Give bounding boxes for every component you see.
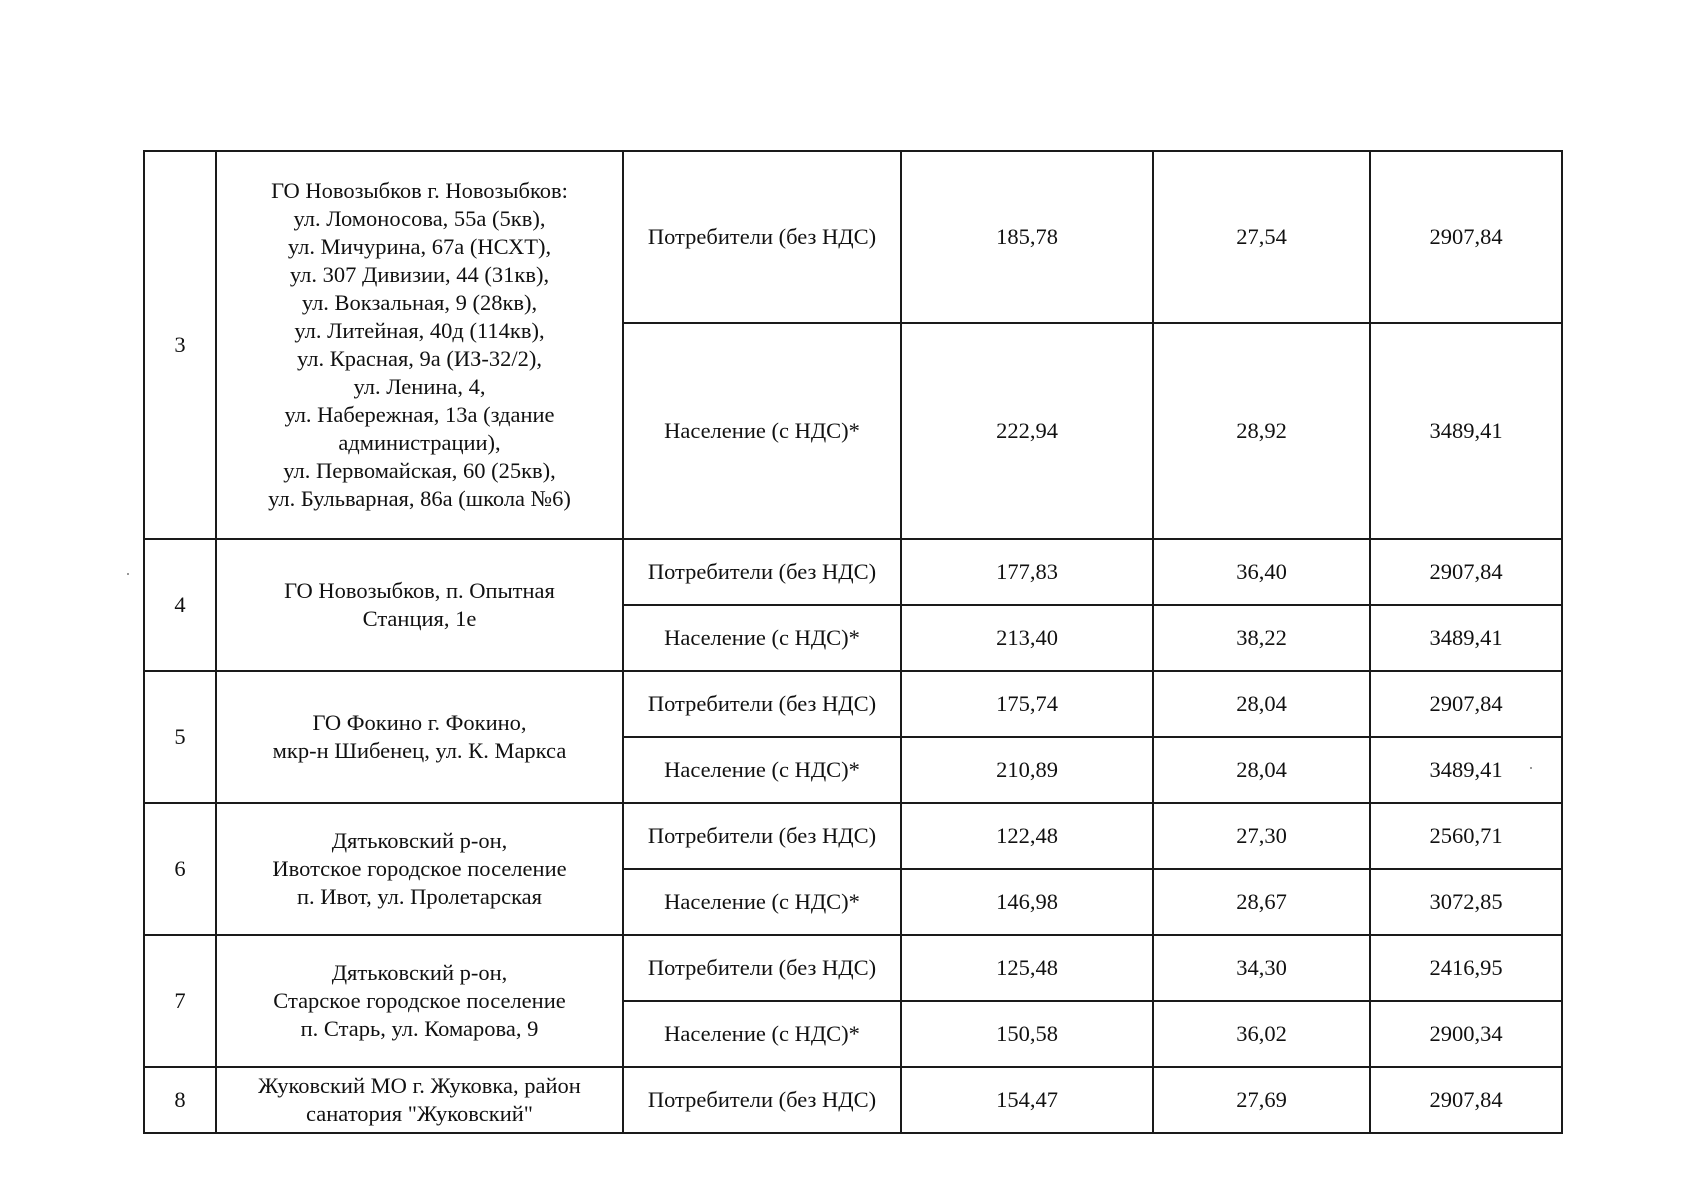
value-cell: 222,94	[901, 323, 1153, 539]
location-cell	[216, 935, 623, 1067]
location-cell	[216, 539, 623, 671]
value-cell: 177,83	[901, 539, 1153, 605]
location-cell	[216, 671, 623, 803]
value-cell: 2560,71	[1370, 803, 1562, 869]
value-cell: 213,40	[901, 605, 1153, 671]
location-line: п. Старь, ул. Комарова, 9	[300, 1016, 539, 1041]
value-cell: 3489,41	[1370, 323, 1562, 539]
location-line: ул. Красная, 9а (ИЗ-32/2),	[296, 346, 543, 371]
scan-speck	[1530, 767, 1532, 769]
scan-speck	[127, 573, 129, 575]
value-cell: 122,48	[901, 803, 1153, 869]
location-line: ГО Новозыбков г. Новозыбков:	[271, 178, 568, 203]
value-cell: 34,30	[1153, 935, 1370, 1001]
category-cell: Потребители (без НДС)	[623, 935, 901, 1001]
table-row	[144, 539, 1562, 605]
category-cell: Население (с НДС)*	[623, 605, 901, 671]
location-cell	[216, 803, 623, 935]
value-cell: 3489,41	[1370, 605, 1562, 671]
location-line: п. Ивот, ул. Пролетарская	[296, 884, 543, 909]
location-line: ул. Ленина, 4,	[353, 374, 486, 399]
row-number: 7	[144, 935, 216, 1067]
row-number: 5	[144, 671, 216, 803]
value-cell: 3072,85	[1370, 869, 1562, 935]
value-cell: 146,98	[901, 869, 1153, 935]
table-row	[144, 803, 1562, 869]
value-cell: 38,22	[1153, 605, 1370, 671]
value-cell: 36,02	[1153, 1001, 1370, 1067]
value-cell: 2907,84	[1370, 1067, 1562, 1133]
value-cell: 2907,84	[1370, 671, 1562, 737]
location-line: Жуковский МО г. Жуковка, район	[258, 1073, 581, 1098]
category-cell: Население (с НДС)*	[623, 323, 901, 539]
location-cell	[216, 1067, 623, 1133]
row-number: 3	[144, 151, 216, 539]
location-line: ул. 307 Дивизии, 44 (31кв),	[289, 262, 550, 287]
location-line: Дятьковский р-он,	[331, 828, 508, 853]
location-line: Станция, 1е	[362, 606, 477, 631]
category-cell: Население (с НДС)*	[623, 737, 901, 803]
value-cell: 2900,34	[1370, 1001, 1562, 1067]
location-line: ул. Первомайская, 60 (25кв),	[283, 458, 556, 483]
table-row	[144, 1067, 1562, 1133]
value-cell: 154,47	[901, 1067, 1153, 1133]
value-cell: 2907,84	[1370, 151, 1562, 323]
row-number: 4	[144, 539, 216, 671]
value-cell: 125,48	[901, 935, 1153, 1001]
value-cell: 28,67	[1153, 869, 1370, 935]
location-line: ул. Бульварная, 86а (школа №6)	[268, 486, 571, 511]
value-cell: 36,40	[1153, 539, 1370, 605]
location-line: ГО Фокино г. Фокино,	[312, 710, 527, 735]
value-cell: 2416,95	[1370, 935, 1562, 1001]
category-cell: Потребители (без НДС)	[623, 1067, 901, 1133]
value-cell: 27,30	[1153, 803, 1370, 869]
category-cell: Население (с НДС)*	[623, 1001, 901, 1067]
tariff-table	[143, 150, 1563, 1134]
location-line: администрации),	[338, 430, 501, 455]
value-cell: 210,89	[901, 737, 1153, 803]
category-cell: Потребители (без НДС)	[623, 671, 901, 737]
location-cell	[216, 151, 623, 539]
location-line: ул. Мичурина, 67а (НСХТ),	[287, 234, 552, 259]
location-line: Старское городское поселение	[273, 988, 566, 1013]
value-cell: 28,04	[1153, 671, 1370, 737]
value-cell: 175,74	[901, 671, 1153, 737]
location-line: ГО Новозыбков, п. Опытная	[284, 578, 555, 603]
table-row	[144, 151, 1562, 323]
value-cell: 150,58	[901, 1001, 1153, 1067]
location-line: ул. Ломоносова, 55а (5кв),	[293, 206, 546, 231]
value-cell: 3489,41	[1370, 737, 1562, 803]
category-cell: Население (с НДС)*	[623, 869, 901, 935]
location-line: Ивотское городское поселение	[272, 856, 567, 881]
value-cell: 2907,84	[1370, 539, 1562, 605]
value-cell: 28,04	[1153, 737, 1370, 803]
row-number: 8	[144, 1067, 216, 1133]
table-row	[144, 671, 1562, 737]
location-line: ул. Вокзальная, 9 (28кв),	[301, 290, 538, 315]
value-cell: 185,78	[901, 151, 1153, 323]
row-number: 6	[144, 803, 216, 935]
location-line: Дятьковский р-он,	[331, 960, 508, 985]
value-cell: 28,92	[1153, 323, 1370, 539]
location-line: ул. Набережная, 13а (здание	[284, 402, 555, 427]
table-row	[144, 935, 1562, 1001]
value-cell: 27,69	[1153, 1067, 1370, 1133]
location-line: санатория "Жуковский"	[306, 1101, 533, 1126]
category-cell: Потребители (без НДС)	[623, 151, 901, 323]
category-cell: Потребители (без НДС)	[623, 803, 901, 869]
location-line: мкр-н Шибенец, ул. К. Маркса	[272, 738, 567, 763]
category-cell: Потребители (без НДС)	[623, 539, 901, 605]
location-line: ул. Литейная, 40д (114кв),	[294, 318, 545, 343]
value-cell: 27,54	[1153, 151, 1370, 323]
